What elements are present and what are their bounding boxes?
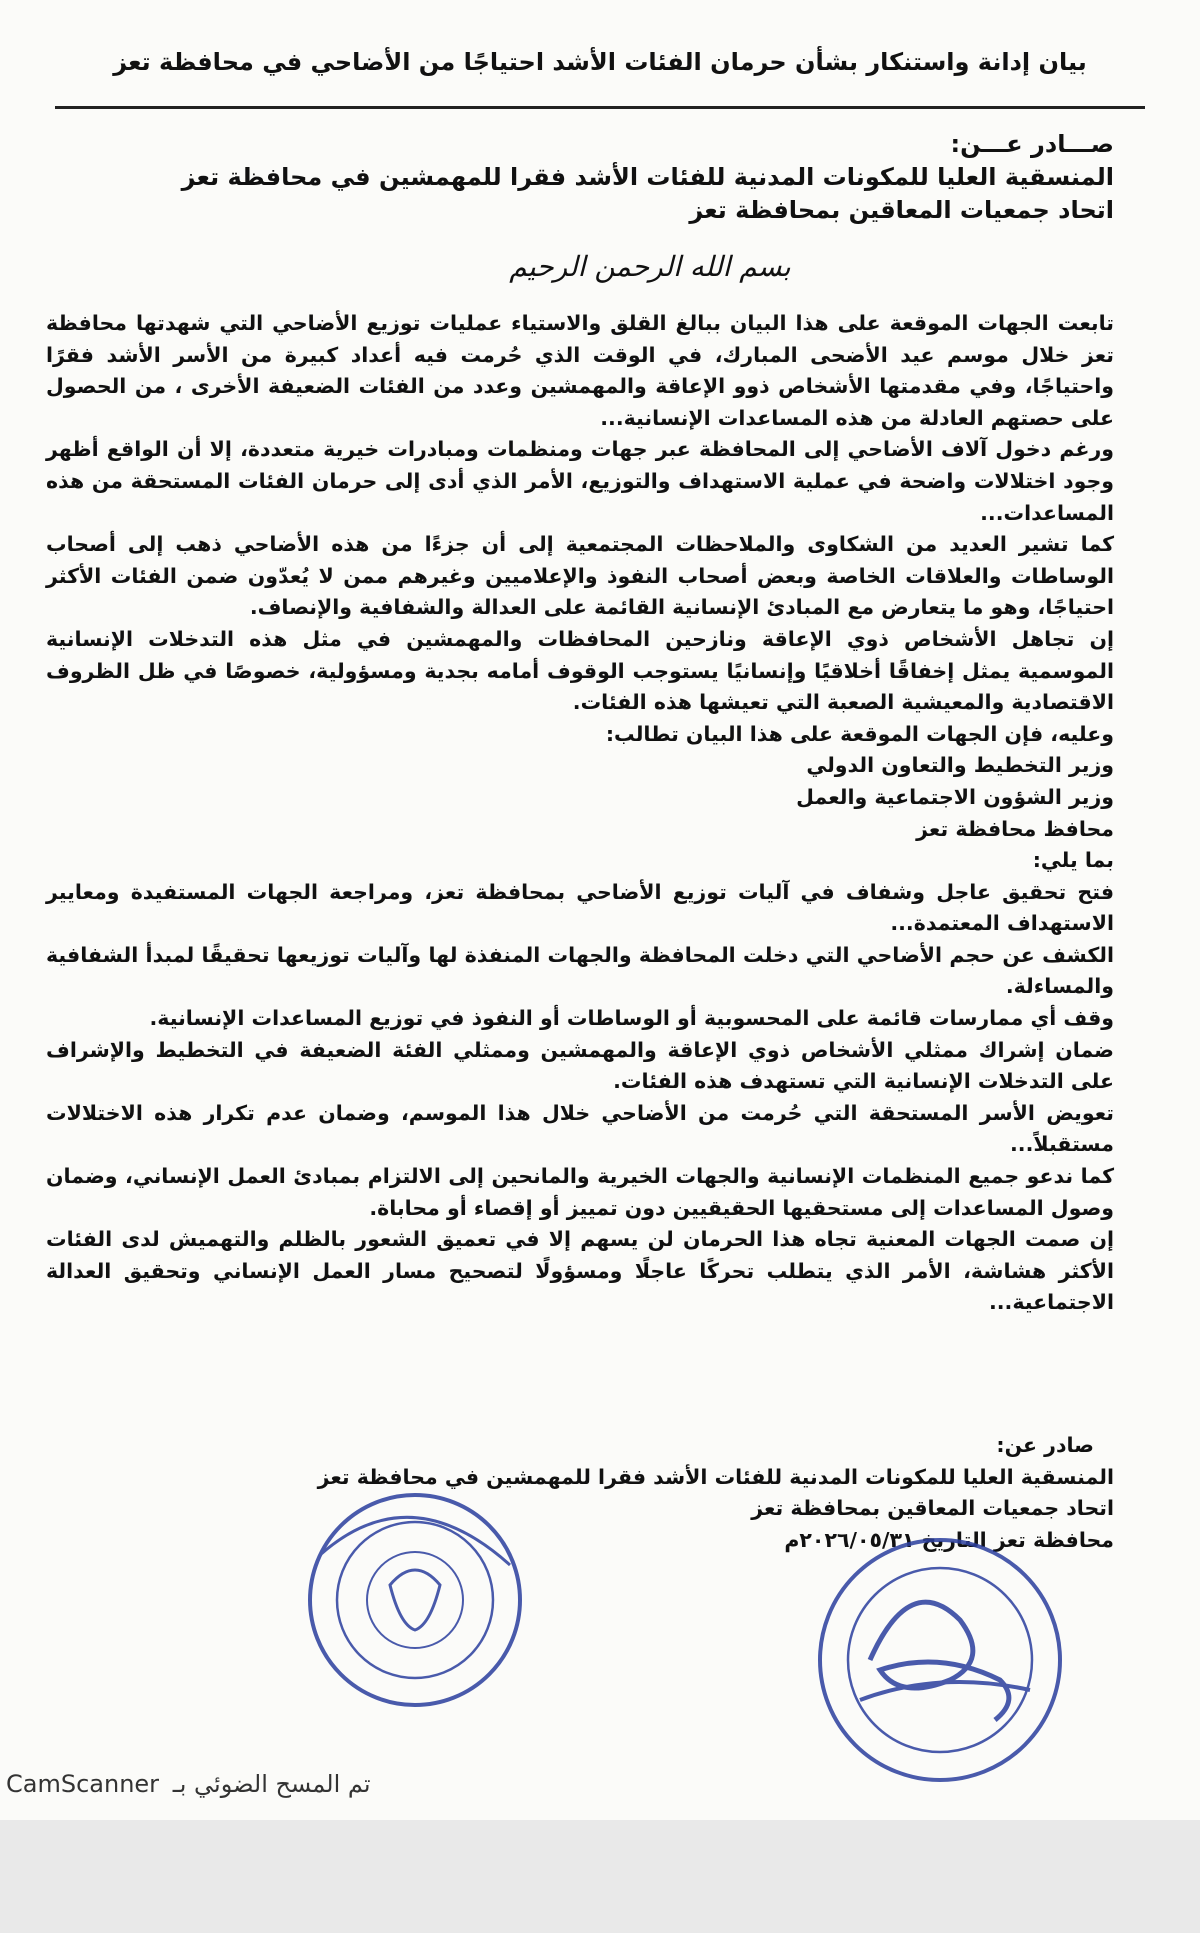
- scanner-credit-text: تم المسح الضوئي بـ: [172, 1770, 371, 1798]
- bismillah-calligraphy: بسم الله الرحمن الرحيم: [509, 250, 791, 283]
- paragraph-2: ورغم دخول آلاف الأضاحي إلى المحافظة عبر جهات ومنظمات ومبادرات خيرية متعددة، إلا أن الواقع أظهر وجود اختلالات واضحة في عملية الاستهداف والتوزيع، الأمر الذي أدى إلى حرمان الفئات المستحقة من هذه المساعدات...: [46, 437, 1114, 525]
- official-seal-and-signature-icon: [800, 1520, 1080, 1800]
- demands-label: بما يلي:: [1032, 848, 1114, 873]
- paragraph-1: تابعت الجهات الموقعة على هذا البيان ببالغ القلق والاستياء عمليات توزيع الأضاحي التي شهدتها محافظة تعز خلال موسم عيد الأضحى المبارك، في الوقت الذي حُرمت فيه أعداد كبيرة من الأسر الأشد فقرًا واحتياجًا، وفي مقدمتها الأشخاص ذوو الإعاقة والمهمشين وعدد من الفئات الضعيفة الأخرى ، من الحصول على حصتهم العادلة من هذه المساعدات الإنسانية...: [46, 311, 1114, 430]
- closing-issued-by-label: صادر عن:: [996, 1433, 1094, 1457]
- paragraph-4: إن تجاهل الأشخاص ذوي الإعاقة ونازحين المحافظات والمهمشين في مثل هذه التدخلات الإنسانية الموسمية يمثل إخفاقًا أخلاقيًا وإنسانيًا يستوجب الوقوف أمامه بجدية ومسؤولية، خصوصًا في ظل الظروف الاقتصادية والمعيشية الصعبة التي تعيشها هذه الفئات.: [46, 626, 1114, 715]
- place-and-date: محافظة تعز التاريخ ٢٠٢٦/٠٥/٣١م: [784, 1527, 1114, 1552]
- title-underline: [55, 106, 1145, 109]
- statement-body: [46, 308, 1114, 1319]
- issuer-block: [40, 128, 1114, 227]
- paragraph-3: كما تشير العديد من الشكاوى والملاحظات المجتمعية إلى أن جزءًا من هذه الأضاحي ذهب إلى أصحاب الوساطات والعلاقات الخاصة وبعض أصحاب النفوذ والإعلاميين وغيرهم ممن لا يُعدّون ضمن الفئات الأكثر احتياجًا، وهو ما يتعارض مع المبادئ الإنسانية القائمة على العدالة والشفافية والإنصاف.: [46, 532, 1114, 620]
- association-stamp-icon: [300, 1485, 530, 1715]
- paragraph-6: إن صمت الجهات المعنية تجاه هذا الحرمان لن يسهم إلا في تعميق الشعور بالظلم والتهميش لدى الفئات الأكثر هشاشة، الأمر الذي يتطلب تحركًا عاجلًا ومسؤولًا لتصحيح مسار العمل الإنساني وتحقيق العدالة الاجتماعية...: [46, 1227, 1114, 1315]
- issuer-org-1: المنسقية العليا للمكونات المدنية للفئات الأشد فقرا للمهمشين في محافظة تعز: [181, 163, 1114, 191]
- demand-3: وقف أي ممارسات قائمة على المحسوبية أو الوساطات أو النفوذ في توزيع المساعدات الإنسانية.: [149, 1006, 1114, 1031]
- addressee-3: محافظ محافظة تعز: [916, 816, 1114, 841]
- addressee-2: وزير الشؤون الاجتماعية والعمل: [796, 784, 1114, 809]
- addressee-1: وزير التخطيط والتعاون الدولي: [806, 753, 1114, 778]
- scanner-app-name: CamScanner: [6, 1770, 160, 1798]
- closing-org-1: المنسقية العليا للمكونات المدنية للفئات الأشد فقرا للمهمشين في محافظة تعز: [317, 1464, 1114, 1489]
- demand-intro: وعليه، فإن الجهات الموقعة على هذا البيان تطالب:: [605, 721, 1114, 746]
- issued-by-label: صـــادر عـــن:: [950, 130, 1114, 158]
- demand-5: تعويض الأسر المستحقة التي حُرمت من الأضاحي خلال هذا الموسم، وضمان عدم تكرار هذه الاختلالات مستقبلاً...: [46, 1100, 1114, 1157]
- demand-1: فتح تحقيق عاجل وشفاف في آليات توزيع الأضاحي بمحافظة تعز، ومراجعة الجهات المستفيدة ومعايير الاستهداف المعتمدة...: [46, 879, 1114, 936]
- statement-title: بيان إدانة واستنكار بشأن حرمان الفئات الأشد احتياجًا من الأضاحي في محافظة تعز: [113, 48, 1087, 76]
- issuer-org-2: اتحاد جمعيات المعاقين بمحافظة تعز: [689, 196, 1114, 224]
- demand-4: ضمان إشراك ممثلي الأشخاص ذوي الإعاقة والمهمشين وممثلي الفئة الضعيفة في التخطيط والإشراف على التدخلات الإنسانية التي تستهدف هذه الفئات.: [46, 1037, 1114, 1094]
- scanner-watermark: [0, 1770, 1200, 1798]
- closing-org-2: اتحاد جمعيات المعاقين بمحافظة تعز: [751, 1496, 1114, 1520]
- demand-2: الكشف عن حجم الأضاحي التي دخلت المحافظة والجهات المنفذة لها وآليات توزيعها تحقيقًا لمبدأ الشفافية والمساءلة.: [46, 942, 1114, 999]
- paragraph-5: كما ندعو جميع المنظمات الإنسانية والجهات الخيرية والمانحين إلى الالتزام بمبادئ العمل الإنساني، وضمان وصول المساعدات إلى مستحقيها الحقيقيين دون تمييز أو إقصاء أو محاباة.: [46, 1164, 1114, 1220]
